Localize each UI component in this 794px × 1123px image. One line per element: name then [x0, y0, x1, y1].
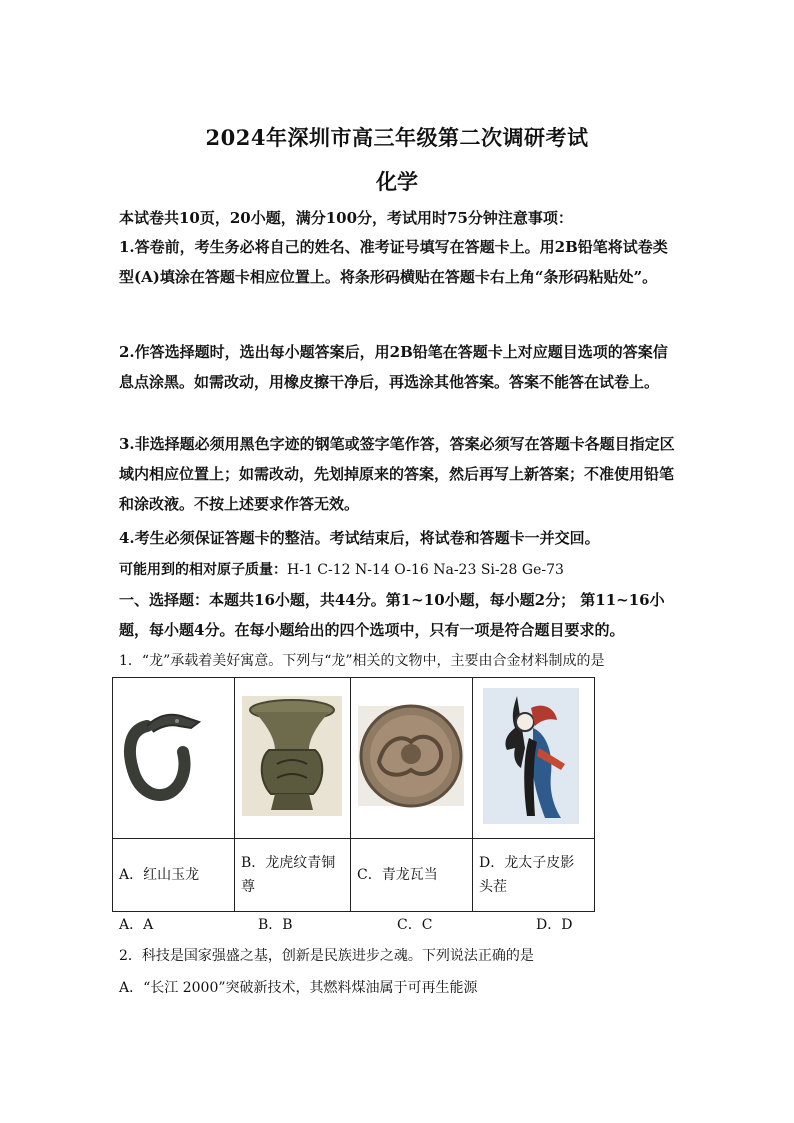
- question-2-stem: 2．科技是国家强盛之基，创新是民族进步之魂。下列说法正确的是: [119, 948, 534, 964]
- option-b-text: B．龙虎纹青铜尊: [235, 839, 351, 912]
- question-1-options-table: [112, 677, 595, 912]
- atomic-masses: [119, 555, 679, 585]
- option-a-image-cell: [113, 678, 235, 839]
- option-a-text: A．红山玉龙: [113, 839, 235, 912]
- atomic-masses-label: 可能用到的相对原子质量：: [119, 562, 287, 578]
- option-d-image-cell: [473, 678, 595, 839]
- option-d-text: D．龙太子皮影头茬: [473, 839, 595, 912]
- choice-c[interactable]: C．C: [397, 917, 433, 933]
- subject-title: 化学: [376, 169, 418, 194]
- instruction-3: 3.非选择题必须用黑色字迹的钢笔或签字笔作答，答案必须写在答题卡各题目指定区域内相应位置上；如需改动，先划掉原来的答案，然后再写上新答案；不准使用铅笔和涂改液。不按上述要求作答无效。: [119, 435, 675, 513]
- instruction-2: 2.作答选择题时，选出每小题答案后，用2B铅笔在答题卡上对应题目选项的答案信息点涂黑。如需改动，用橡皮擦干净后，再选涂其他答案。答案不能答在试卷上。: [119, 343, 668, 391]
- option-c-image-cell: [351, 678, 473, 839]
- question-1-choices: [119, 914, 679, 934]
- jade-dragon-image: [113, 678, 234, 834]
- choice-b[interactable]: B．B: [258, 917, 293, 933]
- shadow-puppet-image: [473, 678, 594, 834]
- bronze-vessel-image: [235, 678, 350, 834]
- instruction-1: 1.答卷前，考生务必将自己的姓名、准考证号填写在答题卡上。用2B铅笔将试卷类型(A)填涂在答题卡相应位置上。将条形码横贴在答题卡右上角“条形码粘贴处”。: [119, 238, 668, 286]
- question-2-option-a[interactable]: A．“长江 2000”突破新技术，其燃料煤油属于可再生能源: [119, 980, 478, 996]
- choice-d[interactable]: D．D: [536, 917, 573, 933]
- option-b-image-cell: [235, 678, 351, 839]
- roof-tile-image: [351, 678, 472, 834]
- choice-a[interactable]: A．A: [119, 917, 154, 933]
- atomic-masses-values: H-1 C-12 N-14 O-16 Na-23 Si-28 Ge-73: [287, 562, 564, 578]
- section-heading: 一、选择题：本题共16小题，共44分。第1~10小题，每小题2分； 第11~16小题，每小题4分。在每小题给出的四个选项中，只有一项是符合题目要求的。: [119, 591, 665, 639]
- option-c-text: C．青龙瓦当: [351, 839, 473, 912]
- instruction-4: 4.考生必须保证答题卡的整洁。考试结束后，将试卷和答题卡一并交回。: [119, 529, 600, 547]
- exam-intro: 本试卷共10页，20小题，满分100分，考试用时75分钟注意事项：: [119, 209, 573, 227]
- question-1-stem: 1．“龙”承载着美好寓意。下列与“龙”相关的文物中，主要由合金材料制成的是: [119, 653, 605, 669]
- exam-title: 2024年深圳市高三年级第二次调研考试: [205, 125, 589, 150]
